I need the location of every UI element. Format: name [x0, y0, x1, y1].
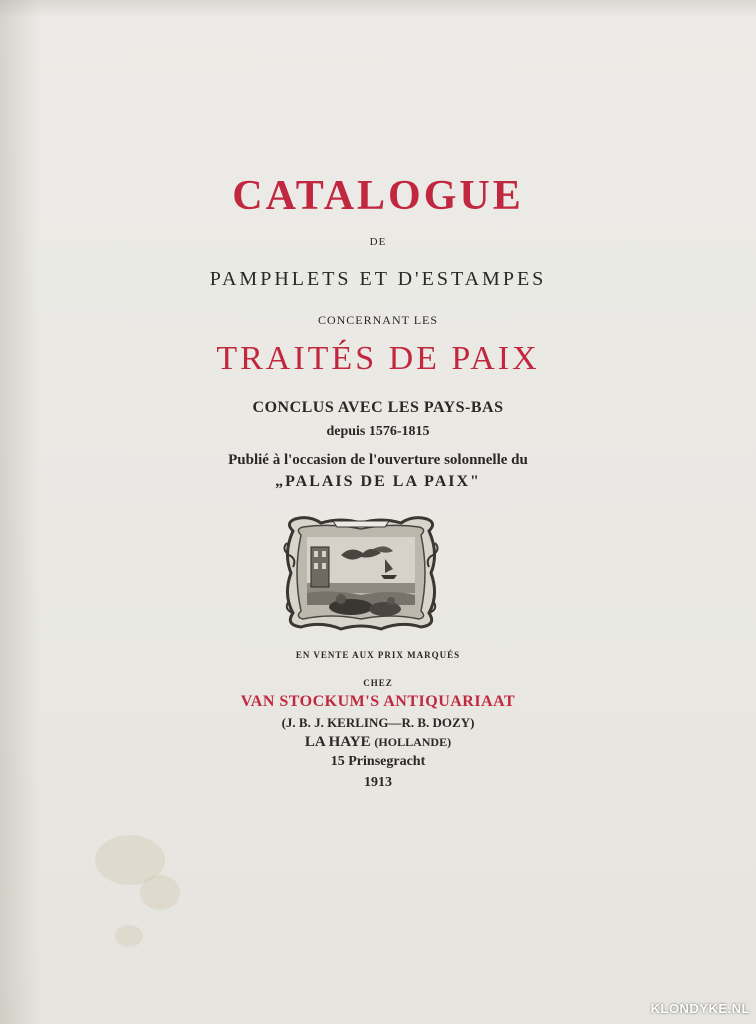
watermark-text: KLONDYKE.NL [650, 1001, 750, 1016]
sale-notice: EN VENTE AUX PRIX MARQUÉS [295, 650, 461, 660]
city-name: LA HAYE [304, 734, 371, 750]
date-range: depuis 1576-1815 [326, 424, 430, 439]
page-edge-shadow [0, 0, 40, 1024]
paper-stain [140, 875, 180, 910]
publisher-address: 15 Prinsegracht [330, 754, 426, 769]
paper-stain [115, 925, 143, 947]
subtitle-traites-de-paix: TRAITÉS DE PAIX [216, 340, 540, 377]
subtitle-conclus: CONCLUS AVEC LES PAYS-BAS [252, 399, 504, 416]
palais-de-la-paix: „PALAIS DE LA PAIX" [275, 473, 481, 490]
publication-year: 1913 [364, 775, 392, 790]
country-name: (HOLLANDE) [374, 735, 452, 749]
page-top-shadow [0, 0, 756, 18]
subtitle-concernant: CONCERNANT LES [317, 313, 439, 327]
catalogue-title: CATALOGUE [232, 173, 524, 219]
subtitle-pamphlets: PAMPHLETS ET D'ESTAMPES [209, 268, 547, 290]
publisher-name: VAN STOCKUM'S ANTIQUARIAAT [240, 693, 516, 710]
imprint-chez: CHEZ [363, 678, 393, 688]
engraved-vignette-image [281, 513, 441, 633]
occasion-line: Publié à l'occasion de l'ouverture solonnelle du [228, 452, 528, 468]
publisher-city [0, 734, 756, 751]
publisher-proprietors: (J. B. J. KERLING—R. B. DOZY) [281, 715, 475, 730]
title-connector-de: DE [369, 236, 387, 248]
